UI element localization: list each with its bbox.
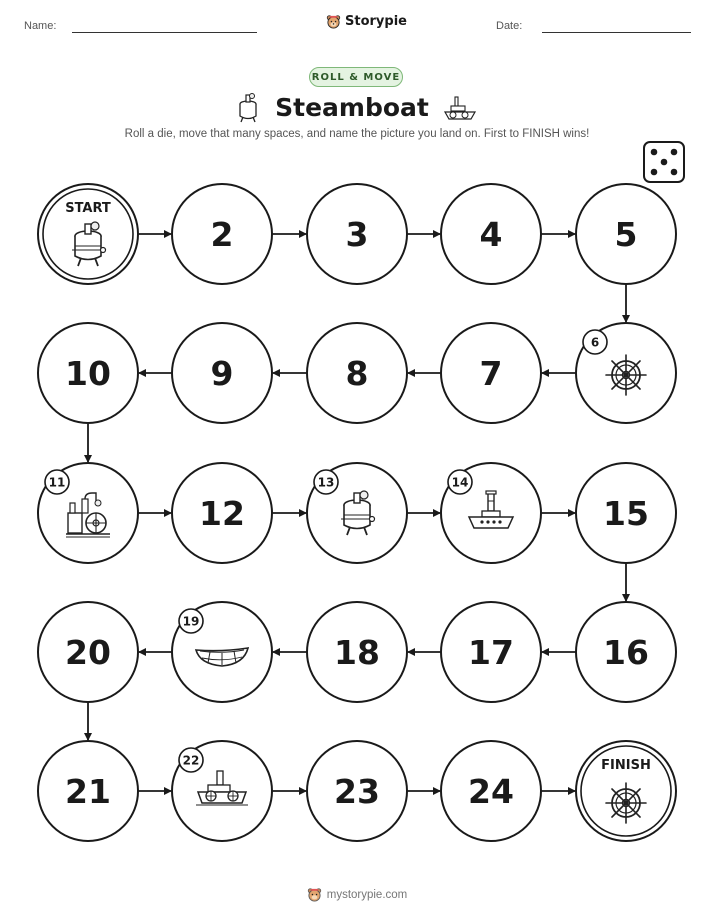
board-space[interactable]: [307, 741, 407, 841]
board-space[interactable]: [576, 602, 676, 702]
board-space[interactable]: [38, 323, 138, 423]
bear-mascot-icon: [307, 887, 322, 902]
space-number: 2: [210, 215, 234, 254]
space-number: 14: [451, 475, 469, 490]
date-label: Date:: [496, 20, 523, 32]
space-number: 20: [65, 633, 111, 672]
board-space[interactable]: [38, 463, 138, 563]
board-space[interactable]: [576, 463, 676, 563]
space-number: 4: [479, 215, 503, 254]
board-space[interactable]: [172, 323, 272, 423]
board-space[interactable]: [307, 602, 407, 702]
board-space[interactable]: [172, 602, 272, 702]
board-space[interactable]: [576, 184, 676, 284]
space-number: 22: [182, 753, 200, 768]
space-number: 13: [317, 475, 335, 490]
board-space[interactable]: [441, 463, 541, 563]
mode-badge: ROLL & MOVE: [309, 67, 403, 87]
board-space[interactable]: [307, 184, 407, 284]
ship-wheel-icon: [606, 783, 646, 823]
instructions: Roll a die, move that many spaces, and name the picture you land on. First to FINISH wins!: [124, 128, 590, 140]
board-space[interactable]: [172, 741, 272, 841]
space-label: START: [65, 201, 111, 216]
space-number: 9: [210, 354, 234, 393]
space-number: 3: [345, 215, 369, 254]
board-space[interactable]: [441, 184, 541, 284]
ship-wheel-icon: [606, 355, 646, 395]
space-number: 12: [199, 494, 245, 533]
board-space[interactable]: [38, 602, 138, 702]
space-label: FINISH: [601, 758, 651, 773]
space-number: 5: [614, 215, 638, 254]
space-number: 7: [479, 354, 503, 393]
footer: [0, 887, 714, 902]
board-space[interactable]: [307, 463, 407, 563]
board-space[interactable]: [307, 323, 407, 423]
board-space[interactable]: [172, 184, 272, 284]
footer-url: mystorypie.com: [326, 888, 408, 901]
board-space[interactable]: [441, 741, 541, 841]
board-space[interactable]: [576, 323, 676, 423]
board-space[interactable]: [172, 463, 272, 563]
space-number: 21: [65, 772, 111, 811]
space-number: 10: [65, 354, 111, 393]
space-number: 23: [334, 772, 380, 811]
space-number: 17: [468, 633, 514, 672]
board-space[interactable]: [38, 741, 138, 841]
brand-name: Storypie: [345, 14, 407, 29]
space-number: 18: [334, 633, 380, 672]
title-text: Steamboat: [275, 93, 429, 122]
name-label: Name:: [24, 20, 57, 32]
space-number: 8: [345, 354, 369, 393]
board-space[interactable]: [38, 184, 138, 284]
space-number: 15: [603, 494, 649, 533]
die-icon: [644, 142, 684, 182]
board-space[interactable]: [576, 741, 676, 841]
board-space[interactable]: [441, 323, 541, 423]
space-number: 19: [182, 614, 200, 629]
board-space[interactable]: [441, 602, 541, 702]
space-number: 24: [468, 772, 514, 811]
space-number: 11: [48, 475, 66, 490]
space-number: 6: [590, 335, 600, 350]
space-number: 16: [603, 633, 649, 672]
